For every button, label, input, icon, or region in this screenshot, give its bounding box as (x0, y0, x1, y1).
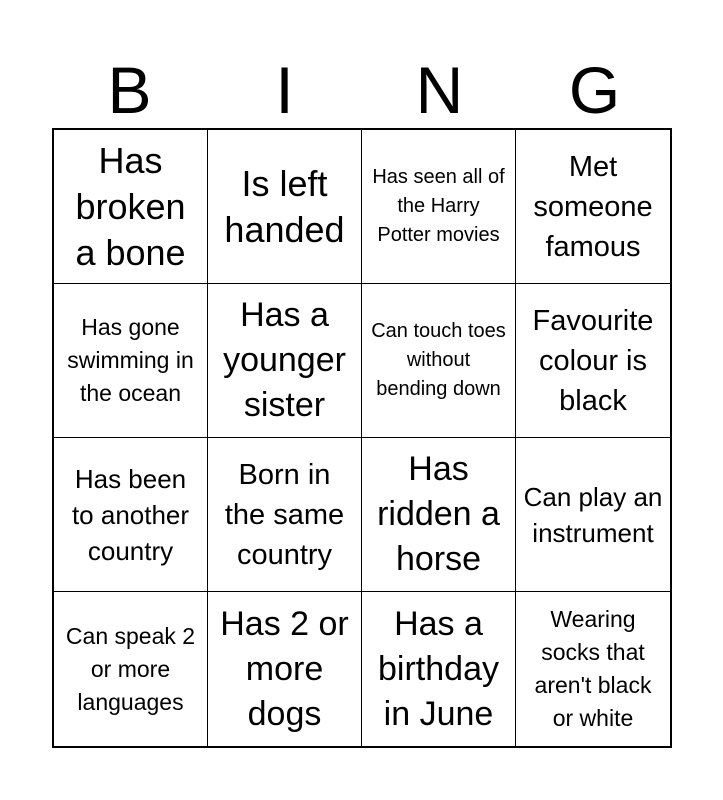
bingo-cell-text: Has been to another country (71, 463, 190, 566)
header-letter-g: G (568, 53, 621, 127)
bingo-cell-15[interactable] (362, 592, 516, 746)
bingo-cell-14[interactable] (208, 592, 362, 746)
bingo-cell-11[interactable] (362, 438, 516, 592)
bingo-cell-16[interactable] (516, 592, 670, 746)
bingo-cell-13[interactable] (54, 592, 208, 746)
bingo-cell-text: Has broken a bone (75, 139, 186, 273)
bingo-cell-9[interactable] (54, 438, 208, 592)
bingo-cell-text: Can play an instrument (523, 481, 663, 548)
bingo-cell-8[interactable] (516, 284, 670, 438)
bingo-cell-1[interactable] (54, 130, 208, 284)
bingo-cell-text: Can speak 2 or more languages (65, 622, 196, 715)
bingo-cell-text: Has seen all of the Harry Potter movies (372, 166, 505, 246)
bingo-cell-3[interactable] (362, 130, 516, 284)
bingo-cell-10[interactable] (208, 438, 362, 592)
header-letter-i: I (275, 53, 294, 127)
bingo-cell-text: Favourite colour is black (532, 304, 654, 417)
bingo-cell-text: Wearing socks that aren't black or white (534, 606, 652, 731)
bingo-cell-text: Is left handed (224, 162, 345, 250)
bingo-cell-12[interactable] (516, 438, 670, 592)
bingo-cell-text: Met someone famous (533, 150, 653, 263)
bingo-cell-text: Born in the same country (224, 458, 345, 571)
bingo-cell-7[interactable] (362, 284, 516, 438)
bingo-header (52, 52, 672, 128)
bingo-cell-2[interactable] (208, 130, 362, 284)
bingo-cell-text: Can touch toes without bending down (371, 320, 506, 400)
bingo-cell-text: Has 2 or more dogs (220, 604, 349, 733)
bingo-cell-text: Has a younger sister (223, 296, 346, 424)
bingo-cell-text: Has a birthday in June (378, 604, 499, 733)
bingo-cell-text: Has ridden a horse (377, 450, 500, 578)
header-letter-b: B (107, 53, 152, 127)
header-letter-n: N (415, 53, 464, 127)
bingo-cell-5[interactable] (54, 284, 208, 438)
bingo-board (52, 128, 672, 748)
bingo-cell-4[interactable] (516, 130, 670, 284)
bingo-cell-text: Has gone swimming in the ocean (67, 314, 194, 406)
bingo-cell-6[interactable] (208, 284, 362, 438)
